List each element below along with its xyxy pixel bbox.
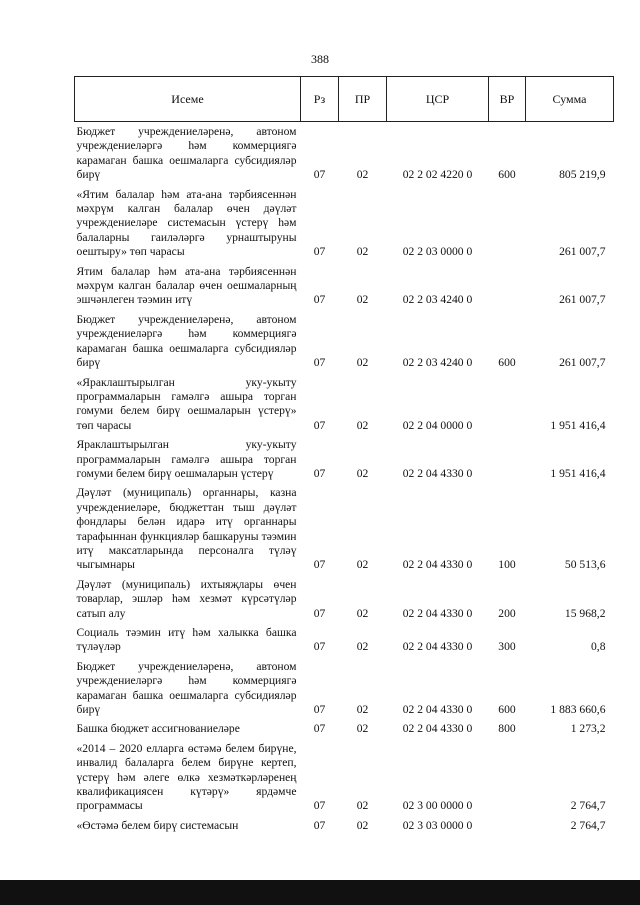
table-row	[75, 373, 614, 436]
cell-sum: 2 764,7	[570, 799, 606, 813]
cell-vr: 100	[498, 558, 516, 572]
cell-name: Бюджет учреждениеләренә, автоном учреждениеләргә һәм коммерциягә карамаган башка оешмаларга субсидияләр бирү	[76, 659, 297, 717]
cell-pr: 02	[356, 703, 369, 717]
cell-name: Социаль тәэмин итү һәм халыкка башка түләүләр	[76, 626, 297, 654]
cell-name: Дәүләт (муниципаль) органнары, казна учреждениеләре, бюджеттан тыш дәүләт фондлары белән идарә итү органнары тарафыннан функцияләр башкаруны тәэмин итү максатларында персоналга түләү чыгымнары	[76, 486, 297, 572]
cell-rz: 07	[313, 640, 326, 654]
cell-sum: 2 764,7	[570, 818, 606, 832]
cell-sum: 50 513,6	[564, 558, 606, 572]
cell-sum: 261 007,7	[559, 245, 606, 259]
cell-vr: 800	[498, 722, 516, 736]
cell-vr: 600	[498, 168, 516, 182]
cell-rz: 07	[313, 293, 326, 307]
cell-sum: 15 968,2	[564, 606, 606, 620]
cell-name: Башка бюджет ассигнованиеләре	[76, 722, 240, 736]
cell-pr: 02	[356, 640, 369, 654]
cell-pr: 02	[356, 418, 369, 432]
cell-pr: 02	[356, 293, 369, 307]
table-row	[75, 657, 614, 720]
column-header-rz: Рз	[301, 77, 339, 122]
column-header-sum: Сумма	[526, 77, 614, 122]
cell-vr	[489, 816, 526, 835]
table-row	[75, 719, 614, 738]
cell-rz: 07	[313, 722, 326, 736]
cell-csr: 02 3 00 0000 0	[402, 799, 473, 813]
table-row	[75, 623, 614, 657]
cell-rz: 07	[313, 356, 326, 370]
cell-pr: 02	[356, 799, 369, 813]
cell-pr: 02	[356, 558, 369, 572]
cell-name: Дәүләт (муниципаль) ихтыяҗлары өчен товарлар, эшләр һәм хезмәт күрсәтүләр сатып алу	[76, 577, 297, 620]
cell-vr	[489, 373, 526, 436]
cell-sum: 1 951 416,4	[550, 418, 606, 432]
cell-sum: 1 273,2	[570, 722, 606, 736]
cell-csr: 02 2 03 4240 0	[402, 356, 473, 370]
cell-csr: 02 2 04 4330 0	[402, 606, 473, 620]
table-row	[75, 483, 614, 574]
cell-name: Бюджет учреждениеләренә, автоном учреждениеләргә һәм коммерциягә карамаган башка оешмаларга субсидияләр бирү	[76, 312, 297, 370]
cell-csr: 02 2 04 4330 0	[402, 558, 473, 572]
cell-csr: 02 2 03 0000 0	[402, 245, 473, 259]
cell-name: «Өстәмә белем бирү системасын	[76, 818, 239, 832]
cell-pr: 02	[356, 356, 369, 370]
table-row	[75, 575, 614, 623]
cell-rz: 07	[313, 703, 326, 717]
table-row	[75, 122, 614, 185]
scan-bottom-edge	[0, 880, 640, 905]
cell-csr: 02 2 04 4330 0	[402, 640, 473, 654]
cell-pr: 02	[356, 606, 369, 620]
cell-rz: 07	[313, 168, 326, 182]
cell-pr: 02	[356, 466, 369, 480]
cell-csr: 02 2 04 4330 0	[402, 466, 473, 480]
cell-rz: 07	[313, 818, 326, 832]
cell-vr: 600	[498, 703, 516, 717]
table-body	[75, 122, 614, 836]
cell-csr: 02 3 03 0000 0	[402, 818, 473, 832]
table-row	[75, 435, 614, 483]
cell-vr	[489, 262, 526, 310]
table-row	[75, 185, 614, 262]
cell-rz: 07	[313, 606, 326, 620]
cell-rz: 07	[313, 245, 326, 259]
cell-vr: 600	[498, 356, 516, 370]
cell-pr: 02	[356, 245, 369, 259]
cell-vr: 200	[498, 606, 516, 620]
budget-table	[74, 76, 614, 835]
column-header-vr: ВР	[489, 77, 526, 122]
cell-sum: 1 883 660,6	[550, 703, 606, 717]
cell-name: «Ятим балалар һәм ата-ана тәрбиясеннән мәхрүм калган балалар өчен дәүләт учреждениеләре системасын үстерү һәм балаларны гаиләләргә урнаштыруны оештыру» төп чарасы	[76, 187, 297, 259]
column-header-pr: ПР	[339, 77, 387, 122]
cell-csr: 02 2 04 0000 0	[402, 418, 473, 432]
cell-vr: 300	[498, 640, 516, 654]
cell-pr: 02	[356, 722, 369, 736]
column-header-name: Исеме	[75, 77, 301, 122]
cell-sum: 261 007,7	[559, 356, 606, 370]
cell-name: «2014 – 2020 елларга өстәмә белем бирүне, инвалид балаларга белем бирүне кертеп, үстерү һәм әлеге өлкә хезмәткәрләренең квалификациясен күтәрү» ярдәмче программасы	[76, 741, 297, 813]
cell-rz: 07	[313, 558, 326, 572]
cell-pr: 02	[356, 168, 369, 182]
table-row	[75, 310, 614, 373]
cell-rz: 07	[313, 418, 326, 432]
cell-csr: 02 2 04 4330 0	[402, 703, 473, 717]
page-number: 388	[311, 52, 329, 66]
cell-vr	[489, 435, 526, 483]
cell-name: «Яраклаштырылган уку-укыту программаларын гамәлгә ашыра торган гомуми белем бирү оешмаларын үстерү» төп чарасы	[76, 375, 297, 432]
cell-name: Бюджет учреждениеләренә, автоном учреждениеләргә һәм коммерциягә карамаган башка оешмаларга субсидияләр бирү	[76, 125, 297, 182]
table-row	[75, 739, 614, 816]
column-header-csr: ЦСР	[387, 77, 489, 122]
cell-name: Яраклаштырылган уку-укыту программаларын гамәлгә ашыра торган гомуми белем бирү оешмаларын үстерү	[76, 438, 297, 480]
cell-csr: 02 2 03 4240 0	[402, 293, 473, 307]
cell-sum: 261 007,7	[559, 293, 606, 307]
cell-vr	[489, 739, 526, 816]
cell-vr	[489, 185, 526, 262]
cell-rz: 07	[313, 466, 326, 480]
table-header-row	[75, 77, 614, 122]
cell-sum: 1 951 416,4	[550, 466, 606, 480]
cell-pr: 02	[356, 818, 369, 832]
cell-name: Ятим балалар һәм ата-ана тәрбиясеннән мәхрүм калган балалар өчен оешмаларның эшчәнлеген тәэмин итү	[76, 264, 297, 307]
cell-sum: 805 219,9	[559, 168, 606, 182]
cell-csr: 02 2 04 4330 0	[402, 722, 473, 736]
cell-sum: 0,8	[591, 640, 606, 654]
cell-csr: 02 2 02 4220 0	[402, 168, 473, 182]
cell-rz: 07	[313, 799, 326, 813]
table-row	[75, 816, 614, 835]
table-row	[75, 262, 614, 310]
